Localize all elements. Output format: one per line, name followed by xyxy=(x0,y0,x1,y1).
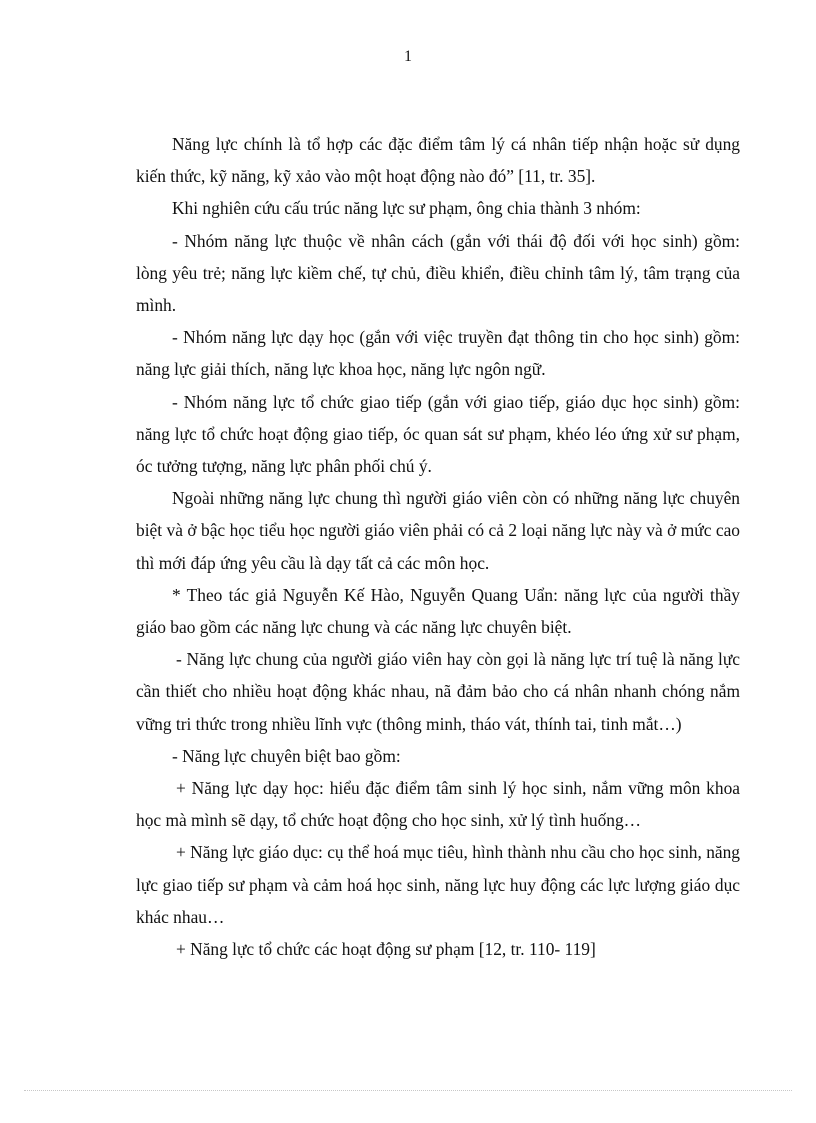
paragraph-personality-group: - Nhóm năng lực thuộc về nhân cách (gắn với thái độ đối với học sinh) gồm: lòng yêu trẻ; năng lực kiềm chế, tự chủ, điều khiển, điều chỉnh tâm lý, tâm trạng của mình. xyxy=(136,230,740,316)
paragraph-teaching-ability: + Năng lực dạy học: hiểu đặc điểm tâm sinh lý học sinh, nắm vững môn khoa học mà mình sẽ dạy, tổ chức hoạt động cho học sinh, xử lý tình huống… xyxy=(136,778,740,831)
paragraph-specific-ability-intro: - Năng lực chuyên biệt bao gồm: xyxy=(172,745,401,766)
paragraph-general-ability: - Năng lực chung của người giáo viên hay còn gọi là năng lực trí tuệ là năng lực cần thiết cho nhiều hoạt động khác nhau, nã đảm bảo cho cá nhân nhanh chóng nắm vững tri thức trong nhiều lĩnh vực (thông minh, tháo vát, thính tai, tinh mắt…) xyxy=(136,649,740,734)
paragraph-general-specific: Ngoài những năng lực chung thì người giáo viên còn có những năng lực chuyên biệt và ở bậc học tiểu học người giáo viên phải có cả 2 loại năng lực này và ở mức cao thì mới đáp ứng yêu cầu là dạy tất cả các môn học. xyxy=(136,488,740,573)
paragraph-education-ability: + Năng lực giáo dục: cụ thể hoá mục tiêu, hình thành nhu cầu cho học sinh, năng lực giao tiếp sư phạm và cảm hoá học sinh, năng lực huy động các lực lượng giáo dục khác nhau… xyxy=(136,842,740,927)
document-body xyxy=(136,128,740,965)
paragraph-author-citation: * Theo tác giả Nguyễn Kế Hào, Nguyễn Quang Uẩn: năng lực của người thầy giáo bao gồm các năng lực chung và các năng lực chuyên biệt. xyxy=(136,584,740,638)
paragraph-definition: Năng lực chính là tổ hợp các đặc điểm tâm lý cá nhân tiếp nhận hoặc sử dụng kiến thức, kỹ năng, kỹ xảo vào một hoạt động nào đó” [11, tr. 35]. xyxy=(136,134,740,187)
paragraph-organization-ability: + Năng lực tổ chức các hoạt động sư phạm [12, tr. 110- 119] xyxy=(176,939,596,960)
paragraph-teaching-group: - Nhóm năng lực dạy học (gắn với việc truyền đạt thông tin cho học sinh) gồm: năng lực giải thích, năng lực khoa học, năng lực ngôn ngữ. xyxy=(136,327,740,380)
paragraph-structure-intro: Khi nghiên cứu cấu trúc năng lực sư phạm, ông chia thành 3 nhóm: xyxy=(172,198,641,219)
page-number: 1 xyxy=(404,48,412,65)
page-bottom-divider xyxy=(24,1090,792,1091)
paragraph-communication-group: - Nhóm năng lực tổ chức giao tiếp (gắn với giao tiếp, giáo dục học sinh) gồm: năng lực tổ chức hoạt động giao tiếp, óc quan sát sư phạm, khéo léo ứng xử sư phạm, óc tưởng tượng, năng lực phân phối chú ý. xyxy=(136,391,740,477)
